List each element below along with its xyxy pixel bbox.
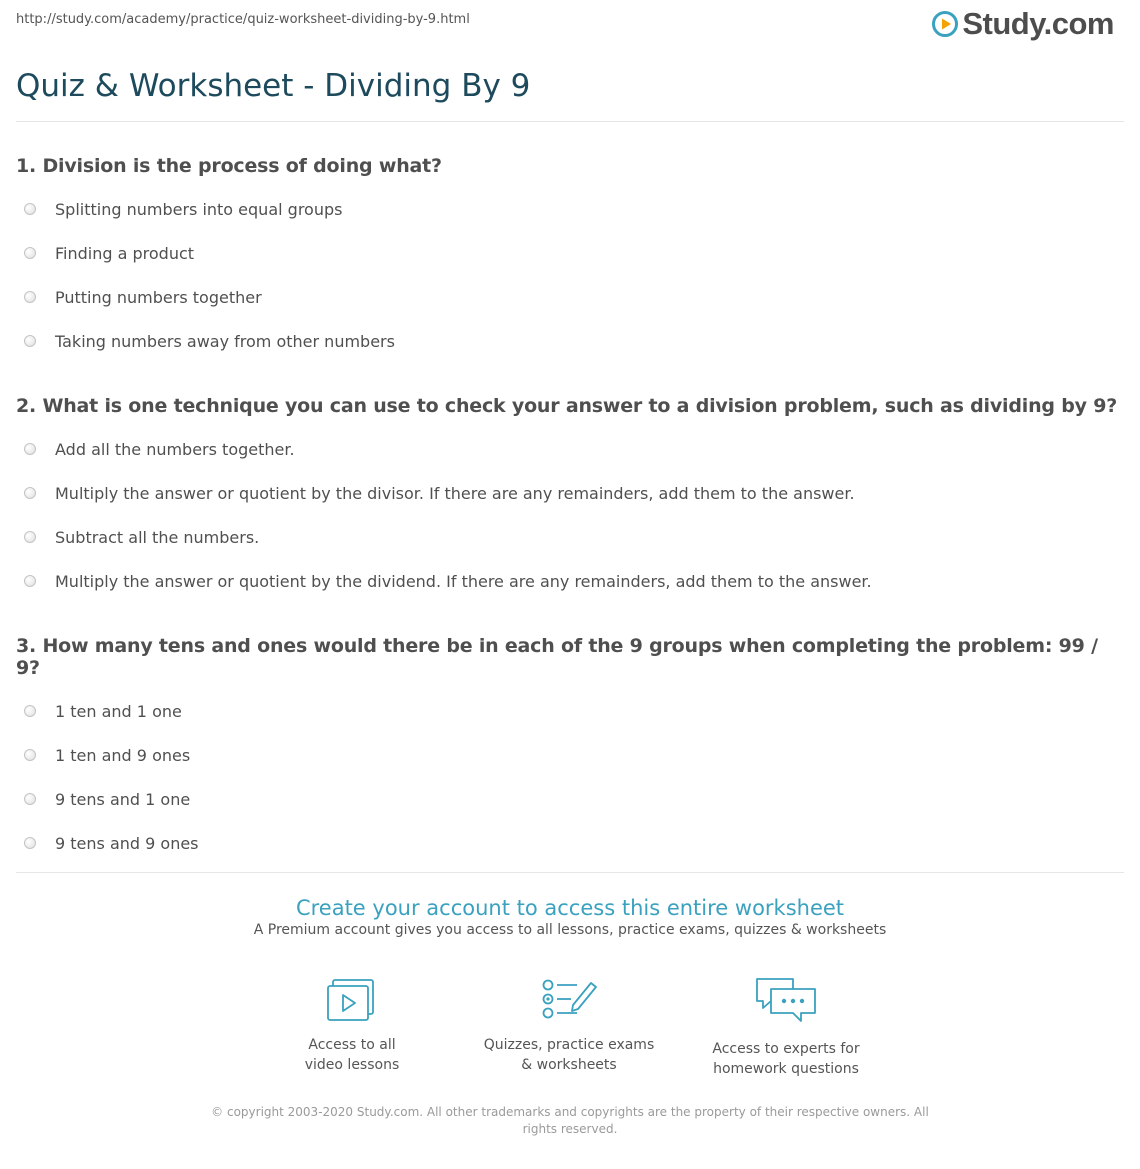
answer-option[interactable] [16, 471, 1124, 515]
answer-option[interactable] [16, 231, 1124, 275]
section-divider [16, 872, 1124, 873]
answer-option[interactable] [16, 733, 1124, 777]
feature-label-line: video lessons [304, 1057, 400, 1073]
radio-button-icon[interactable] [24, 575, 36, 587]
feature-label-line: Quizzes, practice exams [483, 1037, 655, 1053]
radio-button-icon[interactable] [24, 291, 36, 303]
answer-option[interactable] [16, 821, 1124, 865]
answer-label: Multiply the answer or quotient by the divisor. If there are any remainders, add them to the answer. [55, 483, 855, 503]
radio-button-icon[interactable] [24, 749, 36, 761]
answer-option[interactable] [16, 319, 1124, 363]
answer-label: 1 ten and 9 ones [55, 745, 191, 765]
answer-label: Putting numbers together [55, 287, 262, 307]
video-lessons-icon [325, 975, 379, 1023]
radio-button-icon[interactable] [24, 793, 36, 805]
quiz-checklist-icon [539, 975, 599, 1023]
answer-option[interactable] [16, 275, 1124, 319]
page-title: Quiz & Worksheet - Dividing By 9 [16, 68, 531, 104]
answer-option[interactable] [16, 187, 1124, 231]
feature-experts [686, 975, 886, 1079]
question-3 [16, 635, 1124, 865]
feature-label-line: Access to all [308, 1037, 396, 1053]
study-logo[interactable] [932, 6, 1114, 42]
answer-label: Subtract all the numbers. [55, 527, 260, 547]
cta-subtitle: A Premium account gives you access to all lessons, practice exams, quizzes & worksheets [253, 922, 887, 938]
radio-button-icon[interactable] [24, 531, 36, 543]
radio-button-icon[interactable] [24, 443, 36, 455]
answer-list [16, 689, 1124, 865]
radio-button-icon[interactable] [24, 487, 36, 499]
feature-quizzes [469, 975, 669, 1075]
answer-label: Finding a product [55, 243, 195, 263]
answer-list [16, 427, 1124, 603]
copyright-notice: © copyright 2003-2020 Study.com. All other trademarks and copyrights are the property of their respective owners. All rights reserved. [211, 1105, 929, 1136]
answer-label: 9 tens and 1 one [55, 789, 191, 809]
answer-label: Taking numbers away from other numbers [55, 331, 395, 351]
answer-option[interactable] [16, 559, 1124, 603]
question-2 [16, 395, 1124, 603]
answer-label: 9 tens and 9 ones [55, 833, 199, 853]
radio-button-icon[interactable] [24, 837, 36, 849]
answer-option[interactable] [16, 427, 1124, 471]
question-text: 2. What is one technique you can use to check your answer to a division problem, such as dividing by 9? [16, 395, 1118, 417]
title-divider [16, 121, 1124, 122]
page-url[interactable]: http://study.com/academy/practice/quiz-worksheet-dividing-by-9.html [16, 12, 470, 27]
feature-label-line: homework questions [713, 1061, 859, 1077]
answer-label: Multiply the answer or quotient by the dividend. If there are any remainders, add them to the answer. [55, 571, 872, 591]
answer-label: 1 ten and 1 one [55, 701, 182, 721]
question-1 [16, 155, 1124, 363]
radio-button-icon[interactable] [24, 203, 36, 215]
answer-label: Splitting numbers into equal groups [55, 199, 343, 219]
answer-list [16, 187, 1124, 363]
radio-button-icon[interactable] [24, 705, 36, 717]
play-logo-icon [932, 11, 958, 37]
feature-label-line: Access to experts for [712, 1041, 860, 1057]
radio-button-icon[interactable] [24, 247, 36, 259]
question-text: 1. Division is the process of doing what? [16, 155, 442, 177]
answer-option[interactable] [16, 777, 1124, 821]
radio-button-icon[interactable] [24, 335, 36, 347]
cta-link[interactable]: Create your account to access this entire worksheet [295, 896, 845, 920]
logo-text: Study.com [962, 6, 1114, 41]
signup-cta [0, 896, 1140, 938]
feature-label-line: & worksheets [521, 1057, 617, 1073]
feature-video-lessons [252, 975, 452, 1075]
chat-bubbles-icon [753, 975, 819, 1027]
answer-option[interactable] [16, 689, 1124, 733]
answer-label: Add all the numbers together. [55, 439, 295, 459]
question-text: 3. How many tens and ones would there be in each of the 9 groups when completing the problem: 99 / 9? [16, 635, 1098, 679]
answer-option[interactable] [16, 515, 1124, 559]
